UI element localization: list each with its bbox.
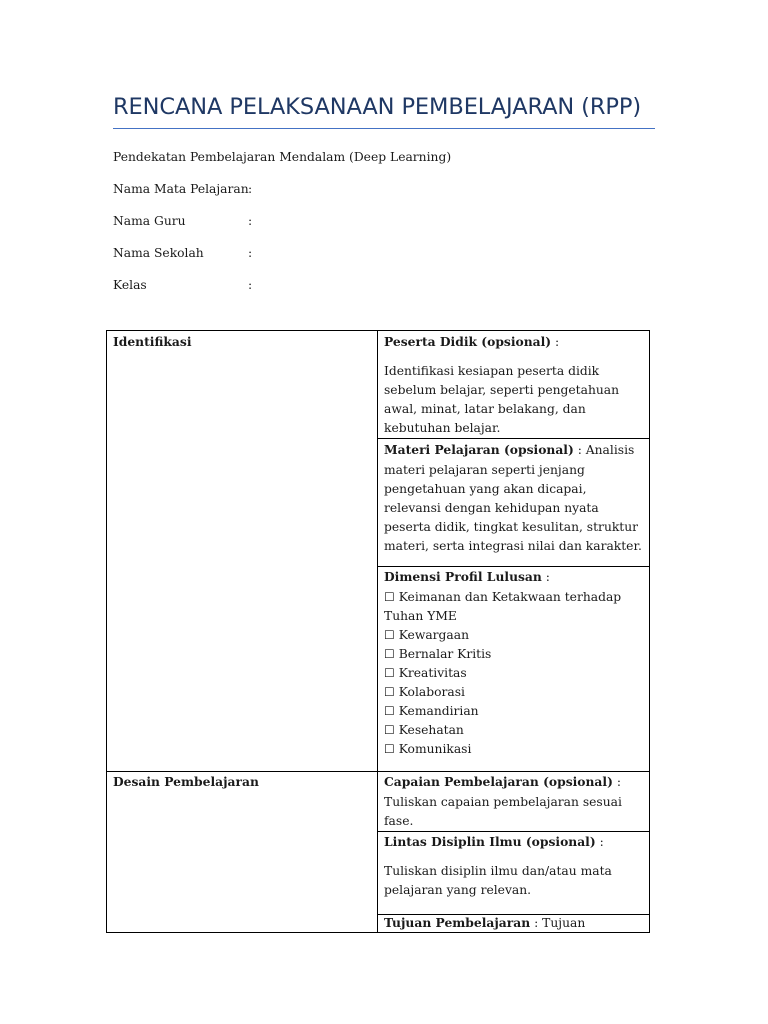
checkbox-icon: ☐ (384, 665, 395, 680)
cell-lintas-disiplin-ilmu (378, 831, 650, 914)
cell-dimensi-profil-lulusan (378, 567, 650, 772)
cell-text: Identifikasi kesiapan peserta didik sebelum belajar, seperti pengetahuan awal, minat, latar belakang, dan kebutuhan belajar. (384, 364, 620, 436)
field-separator: : (248, 246, 253, 260)
list-item-label: Kreativitas (398, 665, 467, 680)
cell-heading: Tujuan Pembelajaran (384, 914, 531, 930)
intro-line: Pendekatan Pembelajaran Mendalam (Deep Learning) (113, 150, 452, 164)
field-separator: : (248, 182, 253, 196)
field-separator: : (248, 214, 253, 228)
list-item-label: Kesehatan (398, 723, 464, 738)
field-nama-mata-pelajaran (113, 182, 252, 196)
cell-heading: Lintas Disiplin Ilmu (opsional) (384, 833, 596, 849)
checkbox-icon: ☐ (384, 646, 395, 661)
list-item-label: Kolaborasi (398, 685, 465, 700)
list-item (384, 702, 643, 721)
cell-peserta-didik (378, 331, 650, 439)
section-desain-pembelajaran (107, 772, 378, 932)
title-underline (113, 128, 655, 129)
checkbox-icon: ☐ (384, 685, 395, 700)
cell-text: : Tujuan (530, 915, 586, 930)
checkbox-icon: ☐ (384, 589, 395, 604)
cell-capaian-pembelajaran (378, 772, 650, 831)
list-item (384, 683, 643, 702)
list-item (384, 664, 643, 683)
field-nama-sekolah (113, 246, 252, 260)
field-label: Nama Mata Pelajaran (113, 182, 249, 196)
cell-tujuan-pembelajaran (378, 914, 650, 932)
field-nama-guru (113, 214, 252, 228)
field-kelas (113, 278, 252, 292)
section-label: Desain Pembelajaran (113, 774, 259, 790)
list-item (384, 721, 643, 740)
cell-separator: : (541, 570, 550, 585)
cell-separator: : (551, 335, 560, 349)
list-item (384, 740, 643, 759)
list-item-label: Keimanan dan Ketakwaan terhadap Tuhan YME (384, 589, 622, 623)
document-title: RENCANA PELAKSANAAN PEMBELAJARAN (RPP) (113, 94, 642, 120)
rpp-table (106, 330, 650, 933)
section-label: Identifikasi (113, 334, 192, 349)
list-item-label: Kewargaan (398, 627, 470, 642)
field-label: Nama Guru (113, 214, 186, 228)
checkbox-icon: ☐ (384, 742, 395, 757)
cell-text: Tuliskan capaian pembelajaran sesuai fase. (384, 794, 622, 828)
list-item (384, 626, 643, 645)
checkbox-icon: ☐ (384, 704, 395, 719)
section-identifikasi (107, 331, 378, 772)
cell-heading: Capaian Pembelajaran (opsional) (384, 774, 613, 790)
field-separator: : (248, 278, 253, 292)
cell-text: Tuliskan disiplin ilmu dan/atau mata pelajaran yang relevan. (384, 863, 612, 897)
table-row (107, 331, 650, 439)
cell-materi-pelajaran (378, 439, 650, 567)
field-label: Kelas (113, 278, 147, 292)
cell-separator: : (595, 834, 604, 849)
cell-text: : Analisis materi pelajaran seperti jenjang pengetahuan yang akan dicapai, relevansi dengan kehidupan nyata peserta didik, tingkat kesulitan, struktur materi, serta integrasi nilai dan karakter. (384, 443, 642, 553)
cell-separator: : (612, 775, 621, 790)
cell-heading: Dimensi Profil Lulusan (384, 569, 542, 585)
cell-heading: Peserta Didik (opsional) (384, 334, 552, 349)
list-item-label: Bernalar Kritis (398, 646, 492, 661)
list-item (384, 645, 643, 664)
list-item-label: Kemandirian (398, 704, 479, 719)
checkbox-icon: ☐ (384, 723, 395, 738)
checkbox-icon: ☐ (384, 627, 395, 642)
field-label: Nama Sekolah (113, 246, 204, 260)
list-item (384, 588, 643, 626)
list-item-label: Komunikasi (398, 742, 472, 757)
cell-heading: Materi Pelajaran (opsional) (384, 442, 574, 458)
table-row (107, 772, 650, 831)
